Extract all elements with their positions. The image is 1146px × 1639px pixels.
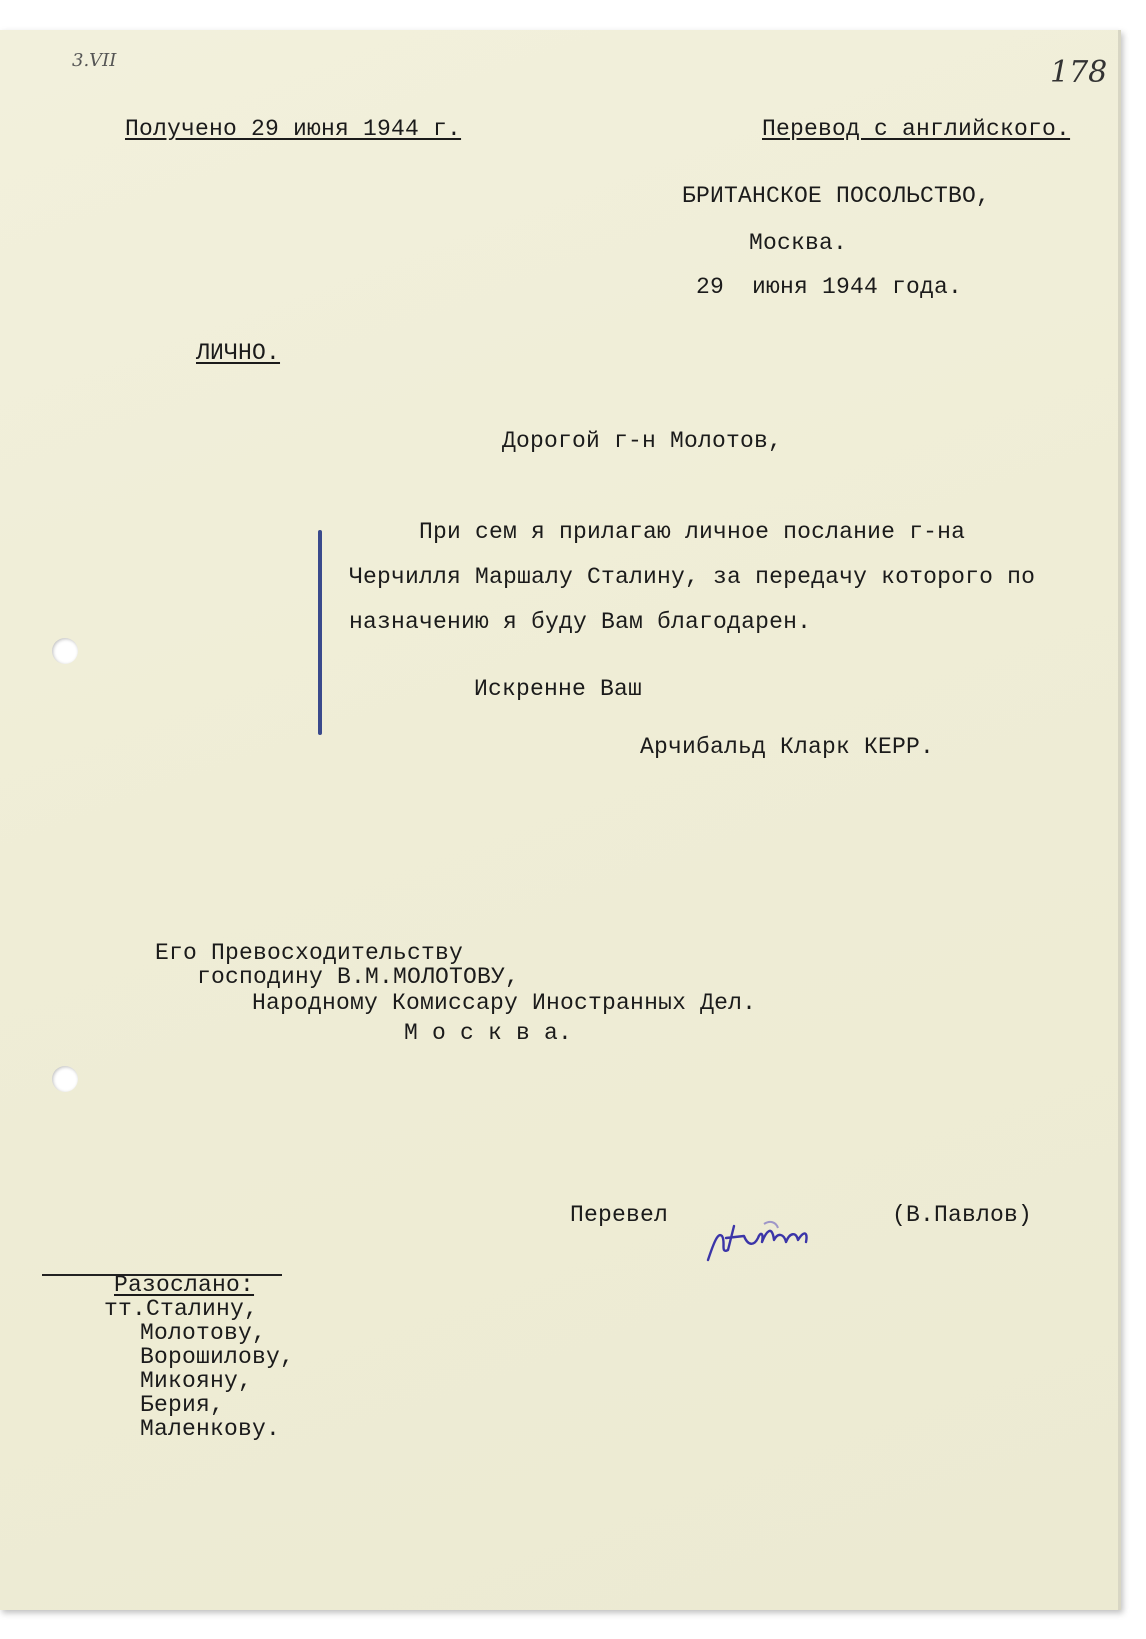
addressee-line-1: Его Превосходительству	[155, 940, 464, 966]
sender-city: Москва.	[749, 230, 848, 256]
personal-marking: ЛИЧНО.	[196, 340, 281, 366]
folio-number: 178	[1050, 55, 1108, 90]
distribution-item: Ворошилову,	[140, 1344, 295, 1370]
addressee-line-2: господину В.М.МОЛОТОВУ,	[197, 964, 520, 990]
document-page	[0, 30, 1121, 1610]
translator-name: (В.Павлов)	[892, 1202, 1033, 1228]
punch-hole-bottom	[52, 1066, 78, 1092]
distribution-header: Разослано:	[114, 1272, 255, 1298]
body-line-3: назначению я буду Вам благодарен.	[349, 609, 812, 635]
salutation: Дорогой г-н Молотов,	[502, 428, 783, 454]
letter-date: 29 июня 1944 года.	[696, 274, 963, 300]
translation-note: Перевод с английского.	[762, 116, 1071, 142]
addressee-line-3: Народному Комиссару Иностранных Дел.	[252, 990, 757, 1016]
translator-label: Перевел	[570, 1202, 669, 1228]
archive-date-mark: 3.VII	[72, 50, 117, 71]
distribution-item: Берия,	[140, 1392, 225, 1418]
embassy-name: БРИТАНСКОЕ ПОСОЛЬСТВО,	[682, 183, 991, 209]
signatory: Арчибальд Кларк КЕРР.	[640, 734, 935, 760]
closing: Искренне Ваш	[474, 676, 643, 702]
distribution-item: Маленкову.	[140, 1416, 281, 1442]
distribution-item: тт.Сталину,	[104, 1296, 259, 1322]
translator-signature	[704, 1202, 844, 1272]
body-line-2: Черчилля Маршалу Сталину, за передачу которого по	[349, 564, 1036, 590]
received-date: Получено 29 июня 1944 г.	[125, 116, 462, 142]
distribution-item: Микояну,	[140, 1368, 253, 1394]
distribution-item: Молотову,	[140, 1320, 267, 1346]
body-line-1: При сем я прилагаю личное послание г-на	[349, 519, 966, 545]
margin-pencil-mark	[318, 530, 322, 735]
punch-hole-top	[52, 638, 78, 664]
addressee-city: М о с к в а.	[404, 1020, 573, 1046]
